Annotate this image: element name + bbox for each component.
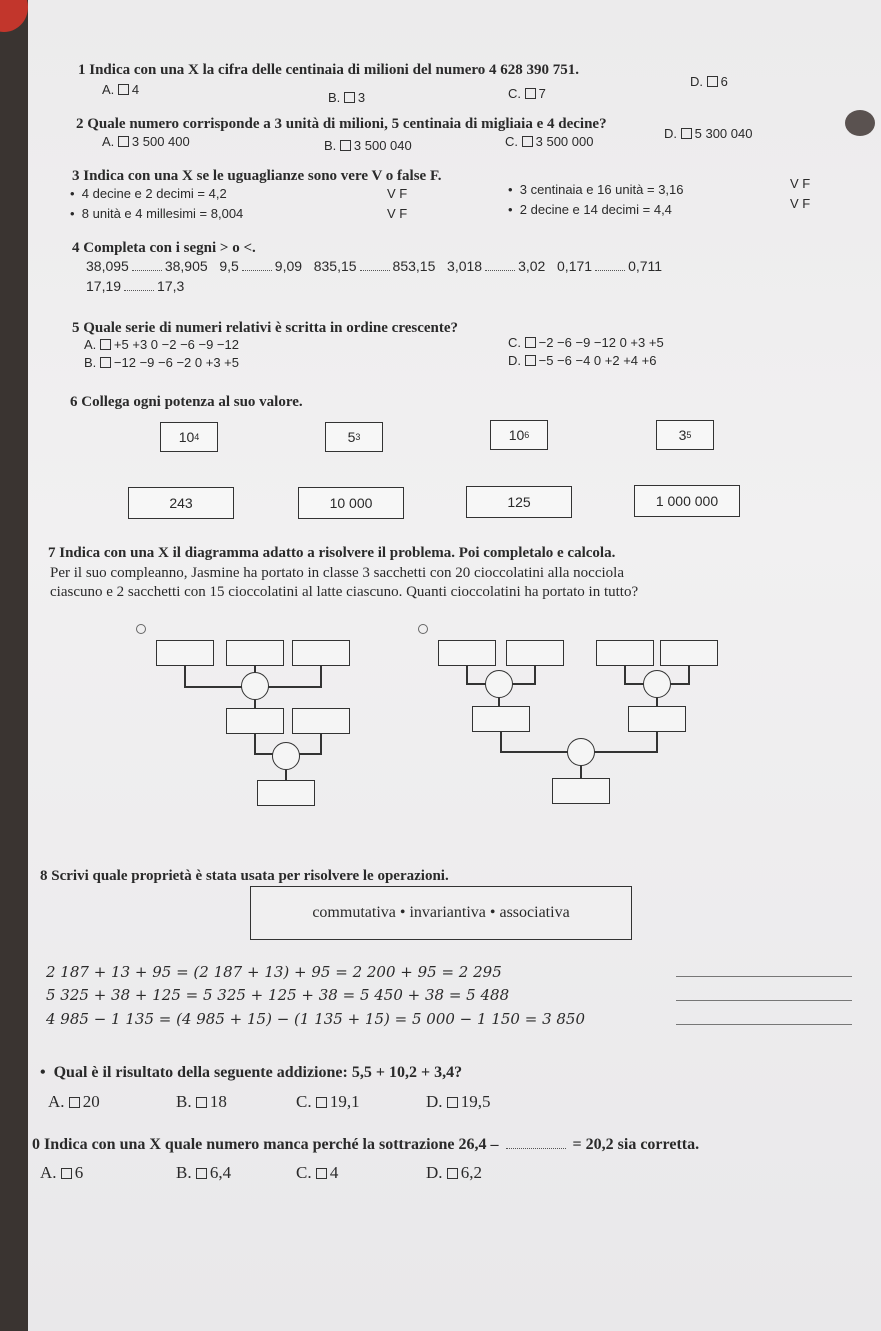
connector [670,683,690,685]
q3-statement-1: • 4 decine e 2 decimi = 4,2 [70,186,227,201]
connector [268,686,320,688]
checkbox-icon[interactable] [525,355,536,366]
q4-blank-3[interactable] [360,258,390,271]
page-stain [845,110,875,136]
checkbox-icon[interactable] [525,88,536,99]
operator-circle[interactable] [241,672,269,700]
q9-text: • Qual è il risultato della seguente addizione: 5,5 + 10,2 + 3,4? [40,1064,463,1081]
q6-text: 6 Collega ogni potenza al suo valore. [70,394,303,410]
q10-blank[interactable] [506,1136,566,1149]
q2-option-c[interactable]: C. 3 500 000 [505,134,594,149]
q4-row-2: 17,19 17,3 [86,278,185,294]
operand-box[interactable] [226,640,284,666]
connector [320,666,322,688]
q5-option-c[interactable]: C. −2 −6 −9 −12 0 +3 +5 [508,335,664,350]
connector [500,751,568,753]
checkbox-icon[interactable] [196,1097,207,1108]
q5-option-d[interactable]: D. −5 −6 −4 0 +2 +4 +6 [508,353,657,368]
operand-box[interactable] [438,640,496,666]
checkbox-icon[interactable] [196,1168,207,1179]
q2-option-d[interactable]: D. 5 300 040 [664,126,753,141]
q3-vf-1[interactable]: V F [387,186,408,201]
connector [184,666,186,686]
connector [688,666,690,685]
q2-option-b[interactable]: B. 3 500 040 [324,138,412,153]
q3-text: 3 Indica con una X se le uguaglianze sono vere V o false F. [72,168,442,184]
checkbox-icon[interactable] [344,92,355,103]
q10-option-b[interactable]: B. 6,4 [176,1163,232,1182]
q4-row-1: 38,095 38,905 9,5 9,09 835,15 853,15 3,018 3,02 0,171 0,711 [86,258,663,274]
q5-option-b[interactable]: B. −12 −9 −6 −2 0 +3 +5 [84,355,239,370]
connector [320,734,322,755]
result-box[interactable] [472,706,530,732]
checkbox-icon[interactable] [525,337,536,348]
q1-option-d[interactable]: D. 6 [690,74,728,89]
operand-box[interactable] [660,640,718,666]
checkbox-icon[interactable] [447,1097,458,1108]
connector [624,683,644,685]
red-object-corner [0,0,28,32]
q10-option-c[interactable]: C. 4 [296,1163,339,1182]
q1-text: 1 Indica con una X la cifra delle centinaia di milioni del numero 4 628 390 751. [78,62,579,78]
q3-statement-3: • 3 centinaia e 16 unità = 3,16 [508,182,684,197]
power-card[interactable]: 3 5 [656,420,714,450]
q5-option-a[interactable]: A. +5 +3 0 −2 −6 −9 −12 [84,337,239,352]
connector [184,686,243,688]
properties-box: commutativa • invariantiva • associativa [250,886,632,940]
connector [254,753,274,755]
q1-option-c[interactable]: C. 7 [508,86,546,101]
q9-option-c[interactable]: C. 19,1 [296,1092,360,1111]
checkbox-icon[interactable] [118,136,129,147]
operand-box[interactable] [292,708,350,734]
checkbox-icon[interactable] [707,76,718,87]
q8-expression-3: 4 985 − 1 135 = (4 985 + 15) − (1 135 + 15) = 5 000 − 1 150 = 3 850 [46,1010,586,1028]
checkbox-icon[interactable] [61,1168,72,1179]
operator-circle[interactable] [567,738,595,766]
q3-vf-4[interactable]: V F [790,196,811,211]
q4-blank-6[interactable] [124,278,154,291]
final-result-box[interactable] [552,778,610,804]
q8-answer-line-3[interactable] [676,1024,852,1025]
power-card[interactable]: 5 3 [325,422,383,452]
checkbox-icon[interactable] [100,339,111,350]
operand-box[interactable] [156,640,214,666]
selection-circle[interactable] [136,624,146,634]
value-card[interactable]: 243 [128,487,234,519]
checkbox-icon[interactable] [447,1168,458,1179]
operand-box[interactable] [292,640,350,666]
power-card[interactable]: 10 4 [160,422,218,452]
q3-statement-4: • 2 decine e 14 decimi = 4,4 [508,202,672,217]
checkbox-icon[interactable] [316,1097,327,1108]
q7-body-line-1: Per il suo compleanno, Jasmine ha portato in classe 3 sacchetti con 20 cioccolatini alla nocciola [50,565,624,581]
q10-option-a[interactable]: A. 6 [40,1163,84,1182]
connector [466,683,486,685]
q2-option-a[interactable]: A. 3 500 400 [102,134,190,149]
q3-vf-2[interactable]: V F [387,206,408,221]
q10-text: 0 Indica con una X quale numero manca perché la sottrazione 26,4 – = 20,2 sia corretta. [32,1136,700,1153]
checkbox-icon[interactable] [316,1168,327,1179]
q8-expression-1: 2 187 + 13 + 95 = (2 187 + 13) + 95 = 2 200 + 95 = 2 295 [46,963,502,981]
q9-option-a[interactable]: A. 20 [48,1092,100,1111]
connector [254,734,256,754]
q4-blank-2[interactable] [242,258,272,271]
connector [466,666,468,684]
checkbox-icon[interactable] [100,357,111,368]
q8-answer-line-1[interactable] [676,976,852,977]
connector [500,732,502,752]
value-card[interactable]: 125 [466,486,572,518]
connector [298,753,320,755]
q8-expression-2: 5 325 + 38 + 125 = 5 325 + 125 + 38 = 5 450 + 38 = 5 488 [46,986,510,1004]
q10-option-d[interactable]: D. 6,2 [426,1163,483,1182]
operand-box[interactable] [506,640,564,666]
q7-text: 7 Indica con una X il diagramma adatto a risolvere il problema. Poi completalo e calcola. [48,545,616,561]
q1-option-a[interactable]: A. 4 [102,82,140,97]
result-box[interactable] [226,708,284,734]
selection-circle[interactable] [418,624,428,634]
checkbox-icon[interactable] [118,84,129,95]
q9-option-b[interactable]: B. 18 [176,1092,227,1111]
connector [656,732,658,753]
value-card[interactable]: 1 000 000 [634,485,740,517]
q1-option-b[interactable]: B. 3 [328,90,366,105]
q4-blank-1[interactable] [132,258,162,271]
q2-text: 2 Quale numero corrisponde a 3 unità di milioni, 5 centinaia di migliaia e 4 decine? [76,116,607,132]
value-card[interactable]: 10 000 [298,487,404,519]
connector [594,751,658,753]
q8-text: 8 Scrivi quale proprietà è stata usata per risolvere le operazioni. [40,868,449,884]
result-box[interactable] [628,706,686,732]
connector [624,666,626,684]
connector [534,666,536,685]
final-result-box[interactable] [257,780,315,806]
checkbox-icon[interactable] [522,136,533,147]
q9-option-d[interactable]: D. 19,5 [426,1092,491,1111]
connector [512,683,536,685]
operator-circle[interactable] [272,742,300,770]
q4-blank-5[interactable] [595,258,625,271]
q7-body-line-2: ciascuno e 2 sacchetti con 15 cioccolatini al latte ciascuno. Quanti cioccolatini ha portato in tutto? [50,584,639,600]
checkbox-icon[interactable] [681,128,692,139]
checkbox-icon[interactable] [69,1097,80,1108]
q3-vf-3[interactable]: V F [790,176,811,191]
q5-text: 5 Quale serie di numeri relativi è scritta in ordine crescente? [72,320,459,336]
operator-circle[interactable] [485,670,513,698]
q3-statement-2: • 8 unità e 4 millesimi = 8,004 [70,206,244,221]
q4-blank-4[interactable] [485,258,515,271]
checkbox-icon[interactable] [340,140,351,151]
q4-text: 4 Completa con i segni > o <. [72,240,256,256]
q8-answer-line-2[interactable] [676,1000,852,1001]
power-card[interactable]: 10 6 [490,420,548,450]
operand-box[interactable] [596,640,654,666]
operator-circle[interactable] [643,670,671,698]
